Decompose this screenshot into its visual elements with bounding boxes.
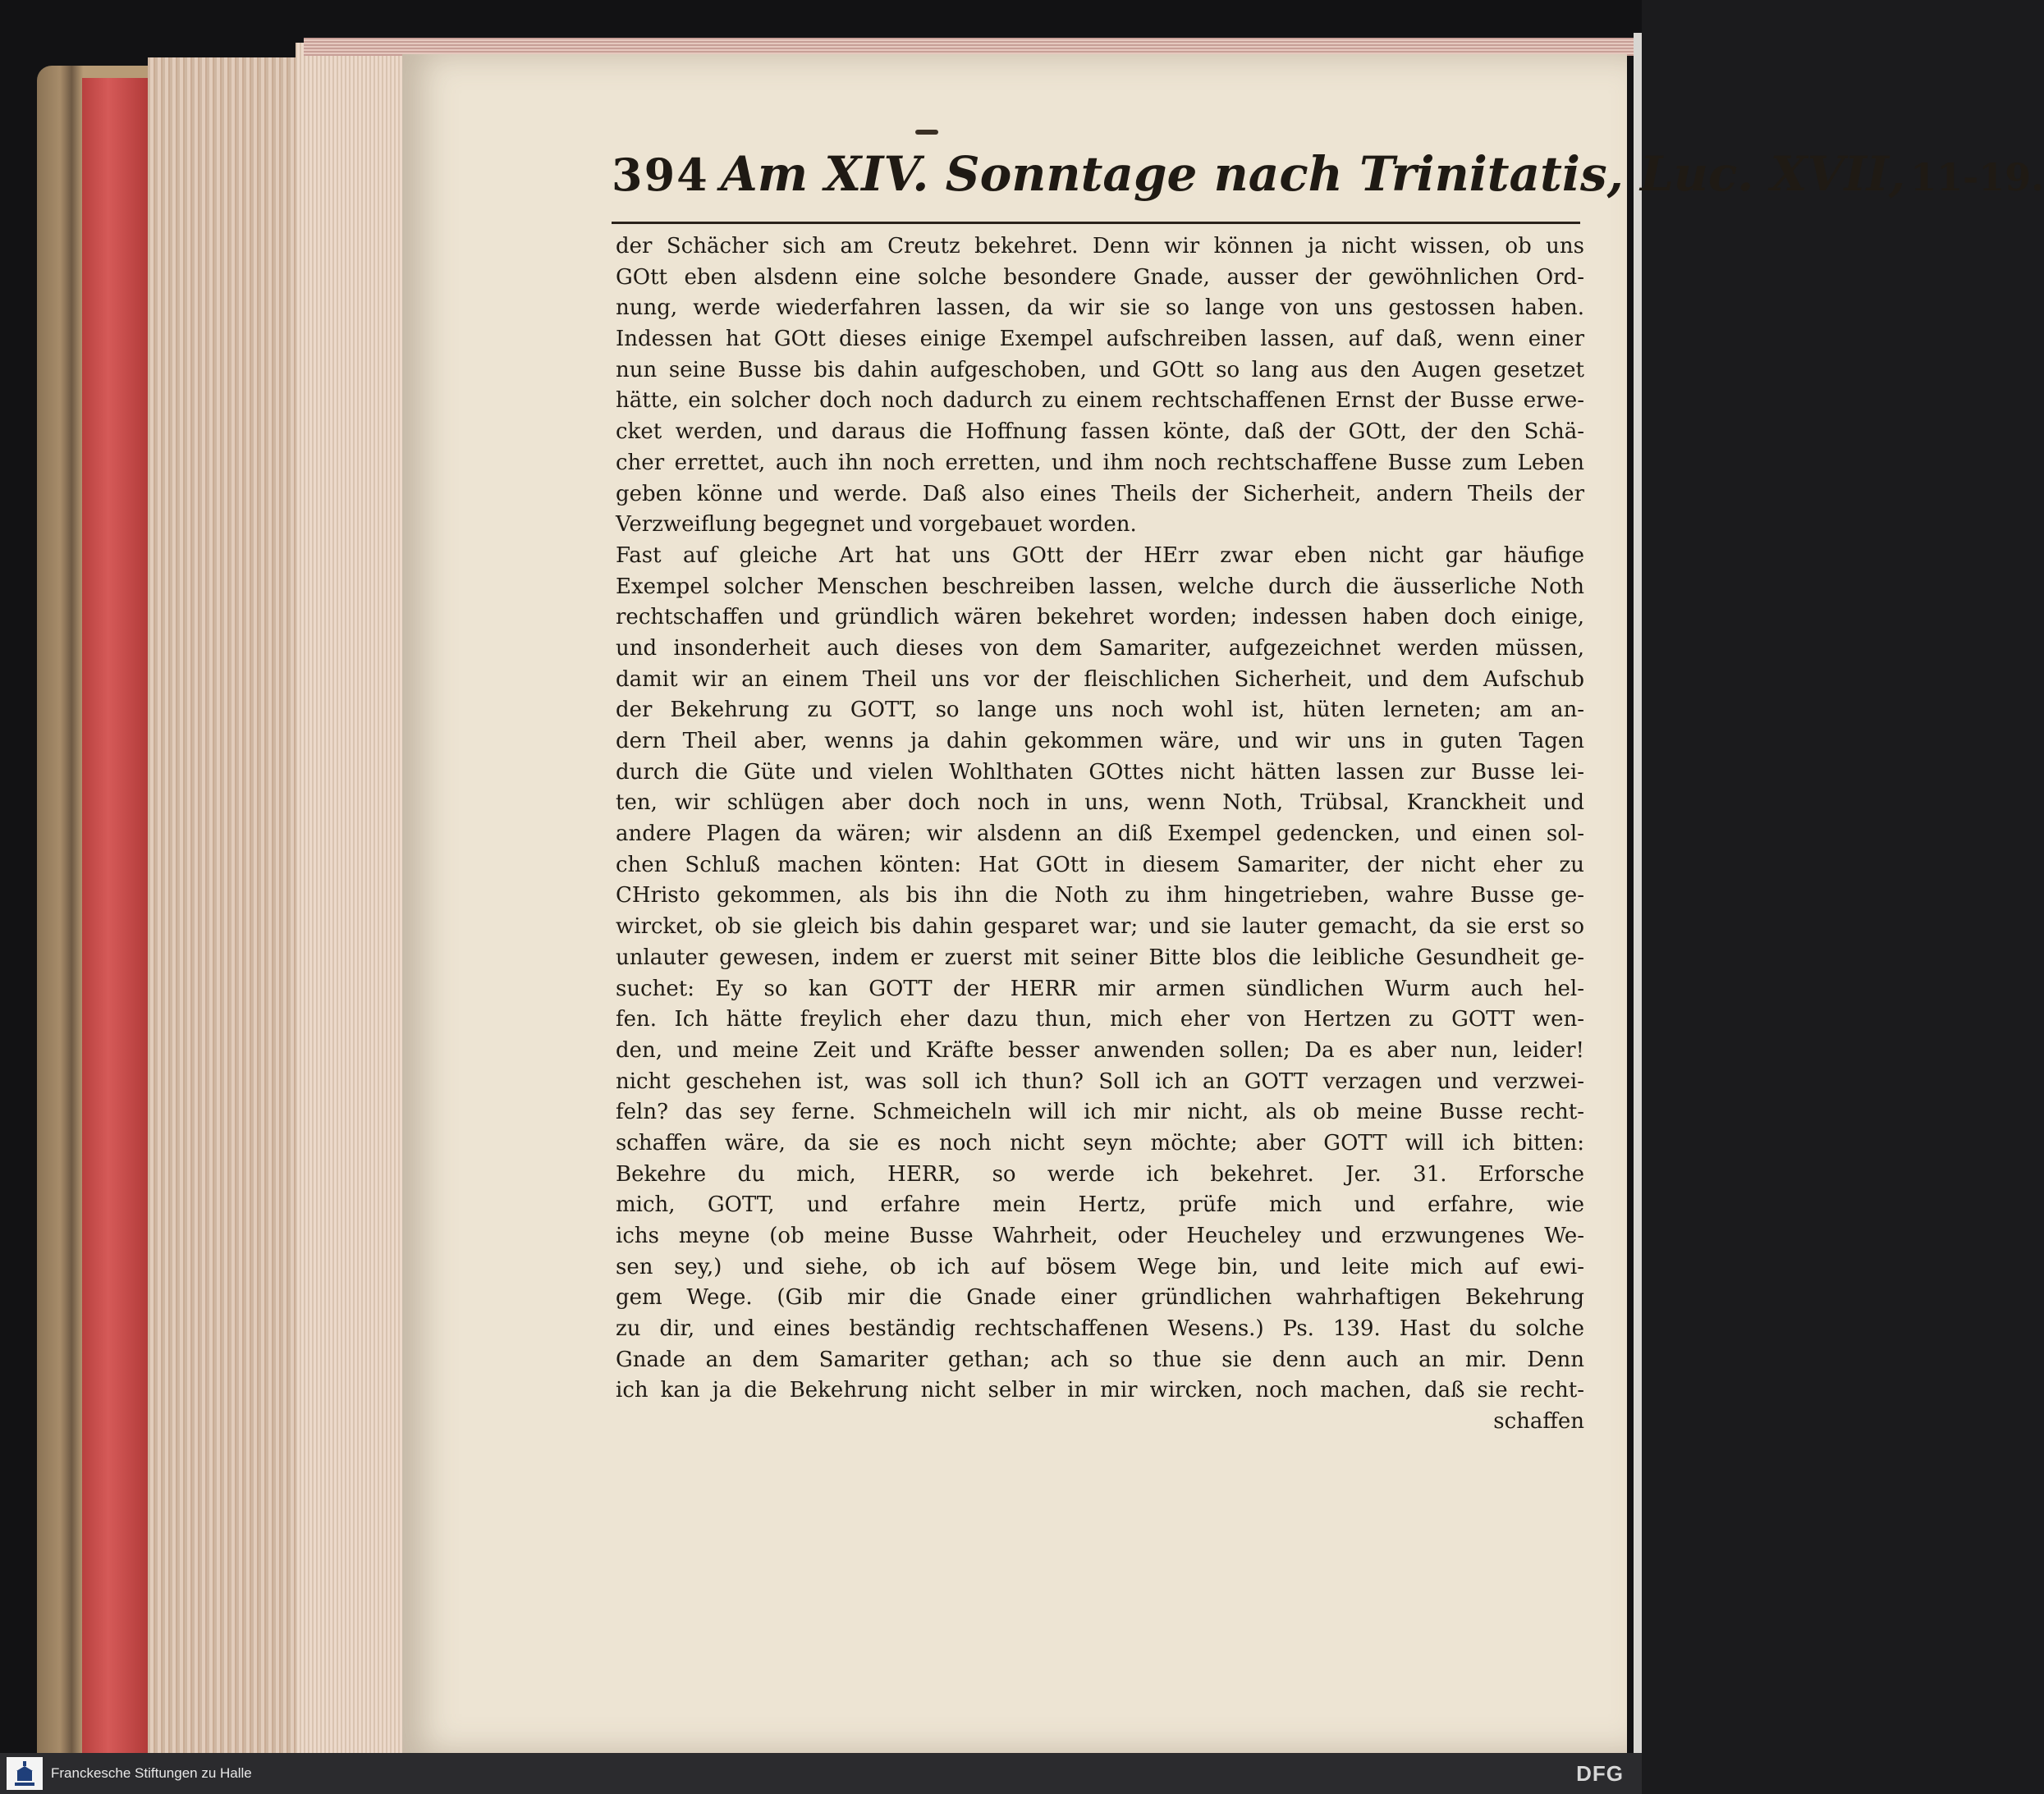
running-header [612,146,2044,220]
text-line: und insonderheit auch dieses von dem Samariter, aufgezeichnet werden müssen, [616,635,1584,661]
red-page-edge [82,78,148,1753]
text-line: schaffen wäre, da sie es noch nicht seyn möchte; aber GOTT will ich bitten: [616,1130,1584,1156]
text-line: GOtt eben alsdenn eine solche besondere Gnade, ausser der gewöhnlichen Ord- [616,264,1584,290]
text-line: unlauter gewesen, indem er zuerst mit seiner Bitte blos die leibliche Gesundheit ge- [616,945,1584,970]
text-line: Gnade an dem Samariter gethan; ach so thue sie denn auch an mir. Denn [616,1347,1584,1372]
text-line: damit wir an einem Theil uns vor der fleischlichen Sicherheit, und dem Aufschub [616,666,1584,692]
viewer-footer [0,1753,1642,1794]
text-line: ichs meyne (ob meine Busse Wahrheit, oder Heucheley und erzwungenes We- [616,1224,1584,1248]
text-line: chen Schluß machen könten: Hat GOtt in diesem Samariter, der nicht eher zu [616,852,1584,877]
gutter-strip [1634,33,1642,1753]
text-line: den, und meine Zeit und Kräfte besser anwenden sollen; Da es aber nun, leider! [616,1037,1584,1063]
ornament-mark [915,130,938,135]
text-line: Fast auf gleiche Art hat uns GOtt der HErr zwar eben nicht gar häufige [616,542,1584,568]
text-line: Bekehre du mich, HERR, so werde ich bekehret. Jer. 31. Erforsche [616,1161,1584,1187]
text-line: gem Wege. (Gib mir die Gnade einer gründlichen wahrhaftigen Bekehrung [616,1285,1584,1311]
text-line: fen. Ich hätte freylich eher dazu thun, mich eher von Hertzen zu GOTT wen- [616,1007,1584,1032]
text-line: Indessen hat GOtt dieses einige Exempel aufschreiben lassen, auf daß, wenn einer [616,327,1584,352]
text-line: andere Plagen da wären; wir alsdenn an diß Exempel gedencken, und einen sol- [616,821,1584,847]
catchword: schaffen [1493,1409,1584,1435]
text-line: nung, werde wiederfahren lassen, da wir sie so lange von uns gestossen haben. [616,295,1584,321]
text-line: zu dir, und eines beständig rechtschaffenen Wesens.) Ps. 139. Hast du solche [616,1316,1584,1342]
text-line: der Schächer sich am Creutz bekehret. Denn wir können ja nicht wissen, ob uns [616,234,1584,259]
text-line: suchet: Ey so kan GOTT der HERR mir armen sündlichen Wurm auch hel- [616,976,1584,1001]
text-line: geben könne und werde. Daß also eines Theils der Sicherheit, andern Theils der [616,481,1584,506]
page-number: 394 [612,149,709,201]
text-line: mich, GOTT, und erfahre mein Hertz, prüfe mich und erfahre, wie [616,1192,1584,1218]
text-line: hätte, ein solcher doch noch dadurch zu einem rechtschaffenen Ernst der Busse erwe- [616,388,1584,414]
text-line: nicht geschehen ist, was soll ich thun? Soll ich an GOTT verzagen und verzwei- [616,1069,1584,1094]
text-line: nun seine Busse bis dahin aufgeschoben, und GOtt so lang aus den Augen gesetzet [616,357,1584,382]
text-line: dern Theil aber, wenns ja dahin gekommen wäre, und wir uns in guten Tagen [616,729,1584,753]
text-line: cket werden, und daraus die Hoffnung fassen könte, daß der GOtt, der den Schä- [616,419,1584,445]
text-line: ten, wir schlügen aber doch noch in uns, wenn Noth, Trübsal, Kranckheit und [616,790,1584,816]
text-line: cher errettet, auch ihn noch erretten, und ihm noch rechtschaffene Busse zum Leben [616,450,1584,475]
text-line: rechtschaffen und gründlich wären bekehret worden; indessen haben doch einige, [616,605,1584,630]
institution-logo[interactable] [7,1757,43,1790]
dfg-logo[interactable]: DFG [1576,1760,1624,1786]
institution-logo-icon [12,1760,37,1787]
text-line: ich kan ja die Bekehrung nicht selber in mir wircken, noch machen, daß sie recht- [616,1378,1584,1403]
text-line: sen sey,) und siehe, ob ich auf bösem Wege bin, und leite mich auf ewi- [616,1254,1584,1279]
text-line: durch die Güte und vielen Wohlthaten GOttes nicht hätten lassen zur Busse lei- [616,759,1584,785]
page-block-edge-inner [296,43,402,1753]
text-line: CHristo gekommen, als bis ihn die Noth zu ihm hingetrieben, wahre Busse ge- [616,883,1584,908]
verse-reference: 11-19. [1910,155,2044,199]
text-line: der Bekehrung zu GOTT, so lange uns noch wohl ist, hüten lerneten; am an- [616,698,1584,723]
running-title: Am XIV. Sonntage nach Trinitatis, Luc. XVII, [720,146,1906,202]
text-line: feln? das sey ferne. Schmeicheln will ich mir nicht, als ob meine Busse recht- [616,1100,1584,1125]
body-text [616,231,1584,1438]
header-rule [612,222,1580,224]
text-line: wircket, ob sie gleich bis dahin gesparet war; und sie lauter gemacht, da sie erst so [616,914,1584,940]
text-line: Exempel solcher Menschen beschreiben lassen, welche durch die äusserliche Noth [616,574,1584,599]
text-line: Verzweiflung begegnet und vorgebauet worden. [616,512,1137,538]
institution-link[interactable]: Franckesche Stiftungen zu Halle [51,1765,252,1781]
top-page-edge [304,38,1634,56]
